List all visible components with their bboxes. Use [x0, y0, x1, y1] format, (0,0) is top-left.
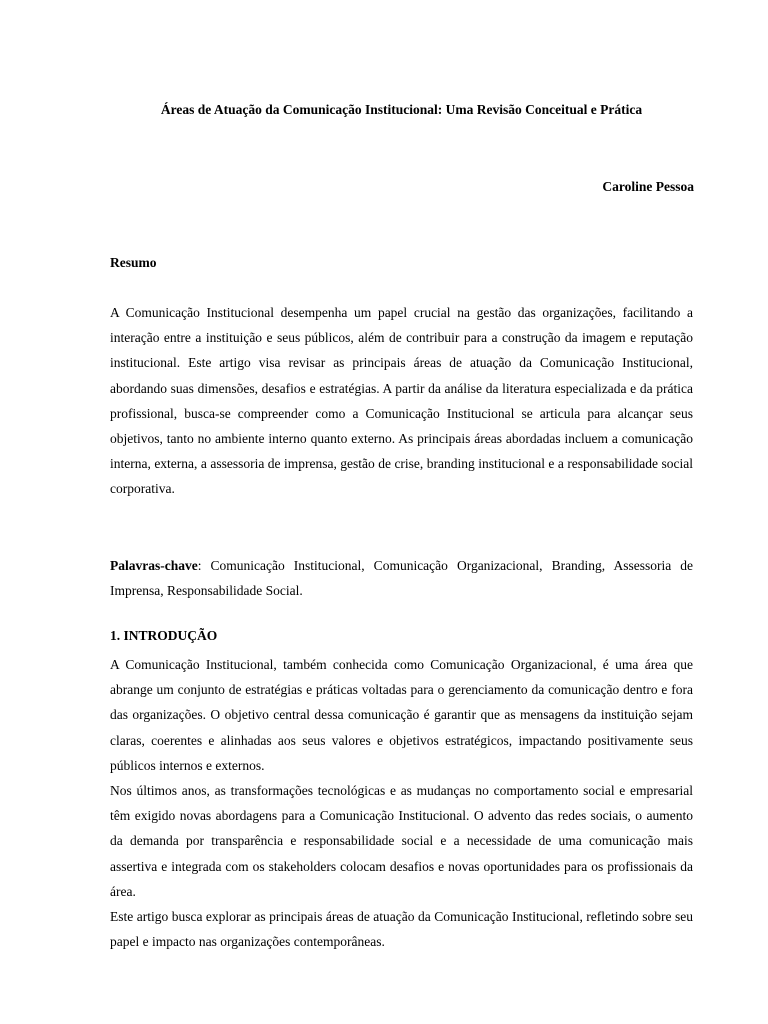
intro-paragraph-1: A Comunicação Institucional, também conhecida como Comunicação Organizacional, é uma área que abrange um conjunto de estratégias e práticas voltadas para o gerenciamento da comunicação dentro e fora das organizações. O objetivo central dessa comunicação é garantir que as mensagens da instituição sejam claras, coerentes e alinhadas aos seus valores e objetivos estratégicos, impactando positivamente seus públicos internos e externos. — [110, 657, 693, 773]
introduction-body — [110, 652, 693, 954]
intro-paragraph-2: Nos últimos anos, as transformações tecnológicas e as mudanças no comportamento social e empresarial têm exigido novas abordagens para a Comunicação Institucional. O advento das redes sociais, o aumento da demanda por transparência e responsabilidade social e a necessidade de uma comunicação mais assertiva e integrada com os stakeholders colocam desafios e novas oportunidades para os profissionais da área. — [110, 783, 693, 899]
keywords-paragraph — [110, 553, 693, 603]
author-name: Caroline Pessoa — [602, 179, 694, 194]
introduction-heading: 1. INTRODUÇÃO — [110, 628, 218, 643]
keywords-text: Comunicação Institucional, Comunicação Organizacional, Branding, Assessoria de Imprensa, Responsabilidade Social. — [110, 558, 693, 599]
abstract-heading: Resumo — [110, 255, 157, 270]
document-title: Áreas de Atuação da Comunicação Institucional: Uma Revisão Conceitual e Prática — [160, 102, 643, 117]
abstract-text: A Comunicação Institucional desempenha um papel crucial na gestão das organizações, facilitando a interação entre a instituição e seus públicos, além de contribuir para a construção da imagem e reputação institucional. Este artigo visa revisar as principais áreas de atuação da Comunicação Institucional, abordando suas dimensões, desafios e estratégias. A partir da análise da literatura especializada e da prática profissional, busca-se compreender como a Comunicação Institucional se articula para alcançar seus objetivos, tanto no ambiente interno quanto externo. As principais áreas abordadas incluem a comunicação interna, externa, a assessoria de imprensa, gestão de crise, branding institucional e a responsabilidade social corporativa. — [110, 305, 693, 497]
keywords-label: Palavras-chave — [110, 558, 198, 573]
intro-paragraph-3: Este artigo busca explorar as principais áreas de atuação da Comunicação Institucional, refletindo sobre seu papel e impacto nas organizações contemporâneas. — [110, 909, 693, 950]
keywords-separator: : — [197, 558, 202, 573]
